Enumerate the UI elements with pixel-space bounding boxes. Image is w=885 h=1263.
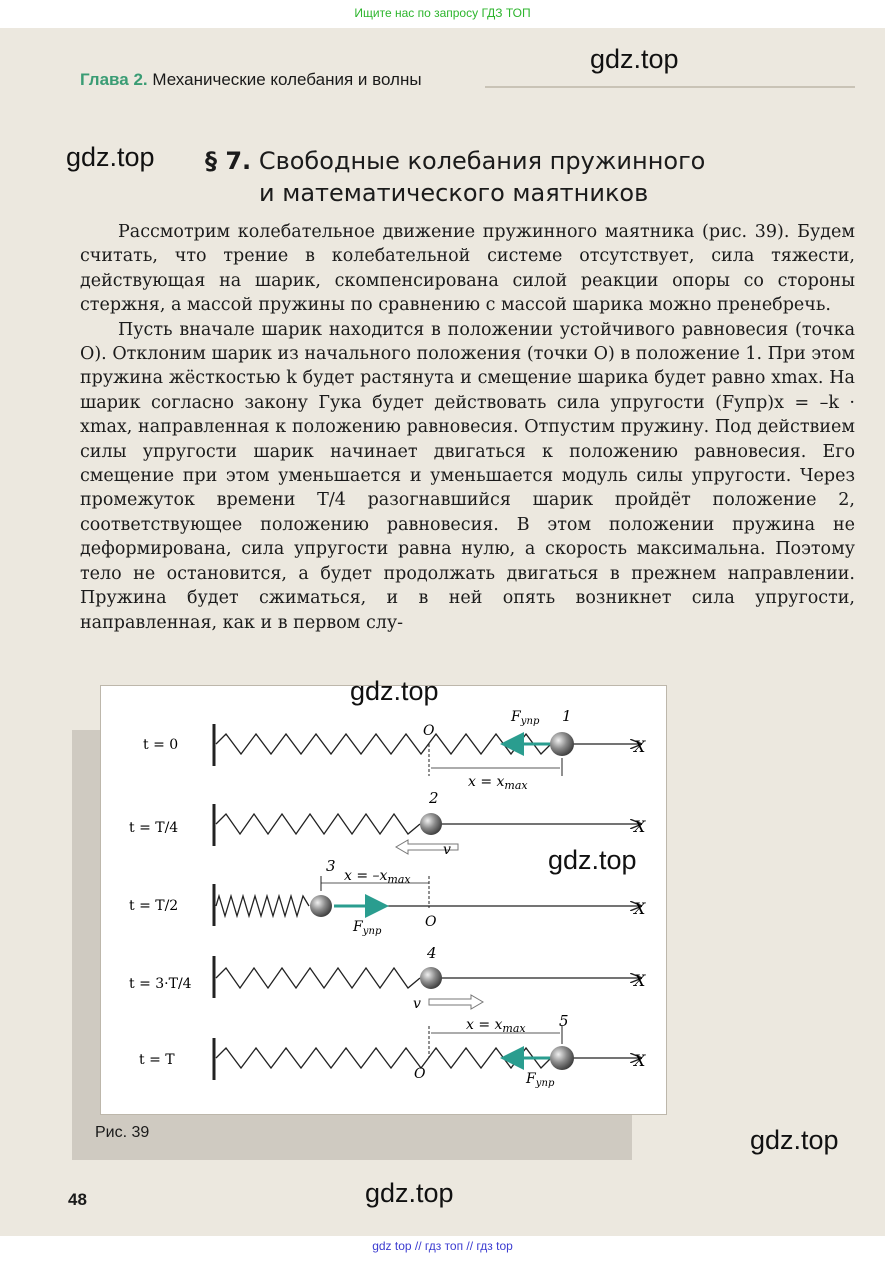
figure-caption: Рис. 39 bbox=[95, 1124, 150, 1141]
origin-label: O bbox=[425, 914, 437, 930]
watermark: gdz.top bbox=[548, 845, 637, 875]
body-text bbox=[80, 220, 855, 635]
force-label: $F_{упр}$ bbox=[353, 919, 382, 937]
axis-label: X bbox=[634, 899, 646, 918]
position-number: 5 bbox=[559, 1012, 569, 1030]
displacement-label: $x = -x_{max}$ bbox=[344, 868, 411, 886]
chapter-rule bbox=[485, 86, 855, 88]
spring bbox=[216, 1048, 551, 1068]
displacement-label: $x = x_{max}$ bbox=[466, 1017, 526, 1035]
watermark: gdz.top bbox=[350, 676, 439, 706]
time-label: t = T bbox=[139, 1052, 175, 1068]
watermark: gdz.top bbox=[66, 142, 155, 172]
top-banner[interactable]: Ищите нас по запросу ГДЗ ТОП bbox=[354, 6, 531, 20]
row-t0 bbox=[143, 707, 646, 792]
spring bbox=[216, 896, 309, 916]
velocity-label: v bbox=[413, 996, 421, 1012]
force-label: $F_{упр}$ bbox=[526, 1071, 555, 1089]
time-label: t = 0 bbox=[143, 737, 179, 753]
spring bbox=[216, 814, 420, 834]
axis-label: X bbox=[634, 1051, 646, 1070]
section-title-line2: и математического маятников bbox=[259, 179, 649, 207]
time-label: t = 3·T/4 bbox=[129, 976, 192, 992]
origin-label: O bbox=[414, 1066, 426, 1082]
figure-39 bbox=[100, 685, 667, 1115]
ball bbox=[550, 1046, 574, 1070]
chapter-title: Механические колебания и волны bbox=[152, 70, 422, 89]
section-number: § 7. bbox=[205, 147, 252, 175]
ball bbox=[420, 813, 442, 835]
axis-label: X bbox=[634, 737, 646, 756]
bottom-banner[interactable]: gdz top // гдз топ // гдз top bbox=[372, 1239, 513, 1253]
force-label: $F_{упр}$ bbox=[511, 709, 540, 727]
position-number: 4 bbox=[427, 944, 437, 962]
row-tT bbox=[139, 1012, 646, 1089]
axis-label: X bbox=[634, 971, 646, 990]
page-number: 48 bbox=[68, 1190, 87, 1209]
axis-label: X bbox=[634, 817, 646, 836]
paragraph: Рассмотрим колебательное движение пружинного маятника (рис. 39). Будем считать, что трение в колебательной системе отсутствует, сила тяжести, действующая на шарик, скомпенсирована силой реакции опоры со стороны стержня, а массой пружины по сравнению с массой шарика можно пренебречь. bbox=[80, 222, 855, 316]
position-number: 1 bbox=[562, 707, 572, 725]
section-title-line1: Свободные колебания пружинного bbox=[258, 147, 706, 175]
ball bbox=[310, 895, 332, 917]
velocity-label: v bbox=[443, 842, 451, 858]
time-label: t = T/2 bbox=[129, 898, 179, 914]
section-title bbox=[205, 145, 845, 209]
paragraph: Пусть вначале шарик находится в положении устойчивого равновесия (точка O). Отклоним шарик из начального положения (точки O) в положение 1. При этом пружина жёсткостью k будет растянута и смещение шарика будет равно xmax. На шарик согласно закону Гука будет действовать сила упругости (Fупр)x = –k · xmax, направленная к положению равновесия. Отпустим пружину. Под действием силы упругости шарик начинает двигаться к положению равновесия. Его смещение при этом уменьшается и уменьшается модуль силы упругости. Через промежуток времени T/4 разогнавшийся шарик пройдёт положение 2, соответствующее положению равновесия. В этом положении пружина не деформирована, сила упругости равна нулю, а скорость максимальна. Поэтому тело не остановится, а будет продолжать двигаться в прежнем направлении. Пружина будет сжиматься, и в ней опять возникнет сила упругости, направленная, как и в первом слу- bbox=[80, 319, 855, 633]
watermark: gdz.top bbox=[365, 1178, 454, 1208]
ball bbox=[550, 732, 574, 756]
row-t3T4 bbox=[129, 944, 646, 1012]
origin-label: O bbox=[423, 723, 435, 739]
chapter-number: Глава 2. bbox=[80, 70, 148, 89]
velocity-arrow bbox=[429, 995, 483, 1009]
position-number: 3 bbox=[326, 857, 336, 875]
chapter-header bbox=[80, 70, 422, 90]
time-label: t = T/4 bbox=[129, 820, 179, 836]
watermark: gdz.top bbox=[750, 1125, 839, 1155]
position-number: 2 bbox=[429, 789, 439, 807]
watermark: gdz.top bbox=[590, 44, 679, 74]
displacement-label: $x = x_{max}$ bbox=[468, 774, 528, 792]
spring bbox=[216, 734, 551, 754]
ball bbox=[420, 967, 442, 989]
spring bbox=[216, 968, 420, 988]
spring-pendulum-diagram bbox=[101, 686, 666, 1114]
